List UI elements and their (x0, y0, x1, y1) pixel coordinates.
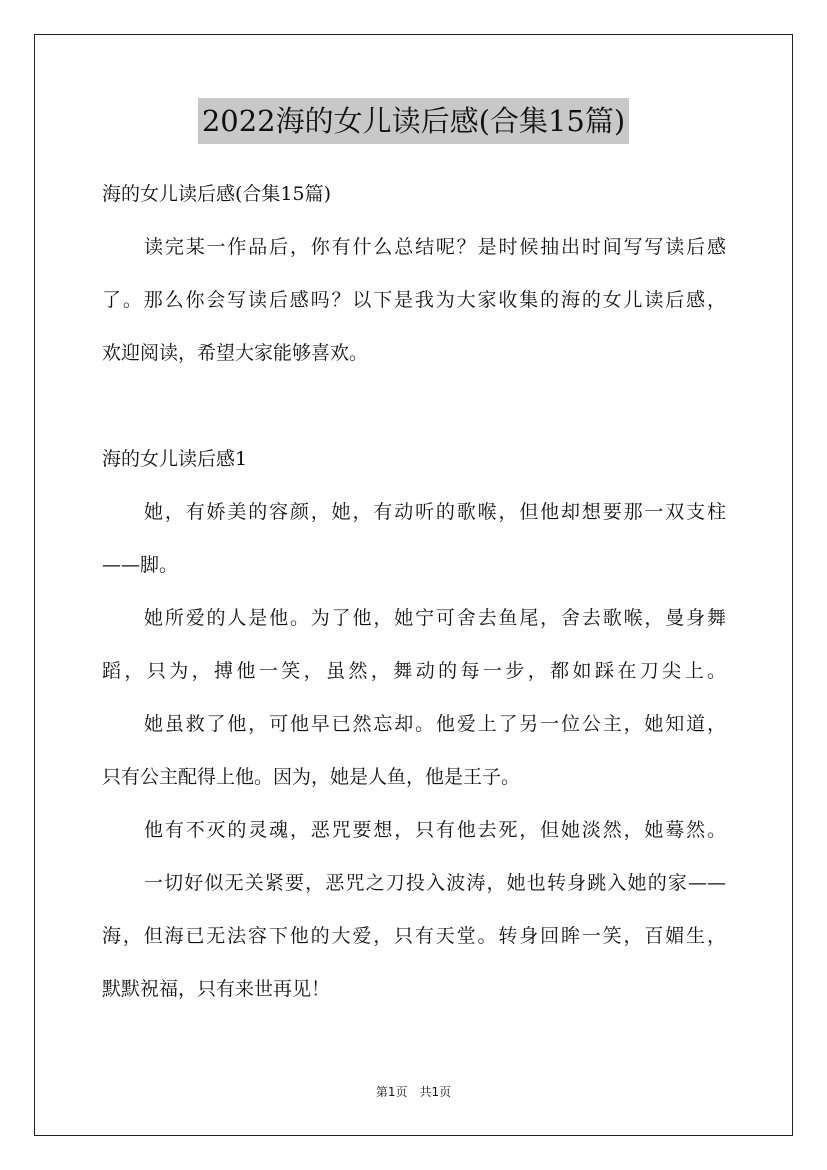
body-line-5: 她虽救了他，可他早已然忘却。他爱上了另一位公主，她知道， (144, 713, 726, 735)
section-heading: 海的女儿读后感1 (102, 448, 248, 470)
body-line-4: 蹈，只为，搏他一笑，虽然，舞动的每一步，都如踩在刀尖上。 (102, 660, 726, 682)
body-line-6: 只有公主配得上他。因为，她是人鱼，他是王子。 (102, 766, 521, 788)
intro-line-1: 读完某一作品后，你有什么总结呢？是时候抽出时间写写读后感 (144, 236, 726, 258)
intro-line-3: 欢迎阅读，希望大家能够喜欢。 (102, 342, 369, 364)
document-body (102, 168, 726, 1016)
body-line-7: 他有不灭的灵魂，恶咒要想，只有他去死，但她淡然，她蓦然。 (144, 819, 726, 841)
body-line-1: 她，有娇美的容颜，她，有动听的歌喉，但他却想要那一双支柱 (144, 501, 726, 523)
title-container (0, 98, 827, 144)
subtitle: 海的女儿读后感(合集15篇) (102, 183, 332, 205)
body-line-9: 海，但海已无法容下他的大爱，只有天堂。转身回眸一笑，百媚生， (102, 925, 726, 947)
page-number: 第1页 (375, 1085, 408, 1099)
body-line-2: ——脚。 (102, 554, 179, 576)
blank-line (102, 380, 726, 433)
page-total: 共1页 (419, 1085, 452, 1099)
body-line-10: 默默祝福，只有来世再见！ (102, 978, 331, 1000)
body-line-3: 她所爱的人是他。为了他，她宁可舍去鱼尾，舍去歌喉，曼身舞 (144, 607, 726, 629)
document-title: 2022海的女儿读后感(合集15篇) (198, 98, 629, 144)
page-footer (0, 1082, 827, 1102)
intro-line-2: 了。那么你会写读后感吗？以下是我为大家收集的海的女儿读后感， (102, 289, 726, 311)
body-line-8: 一切好似无关紧要，恶咒之刀投入波涛，她也转身跳入她的家—— (144, 872, 726, 894)
